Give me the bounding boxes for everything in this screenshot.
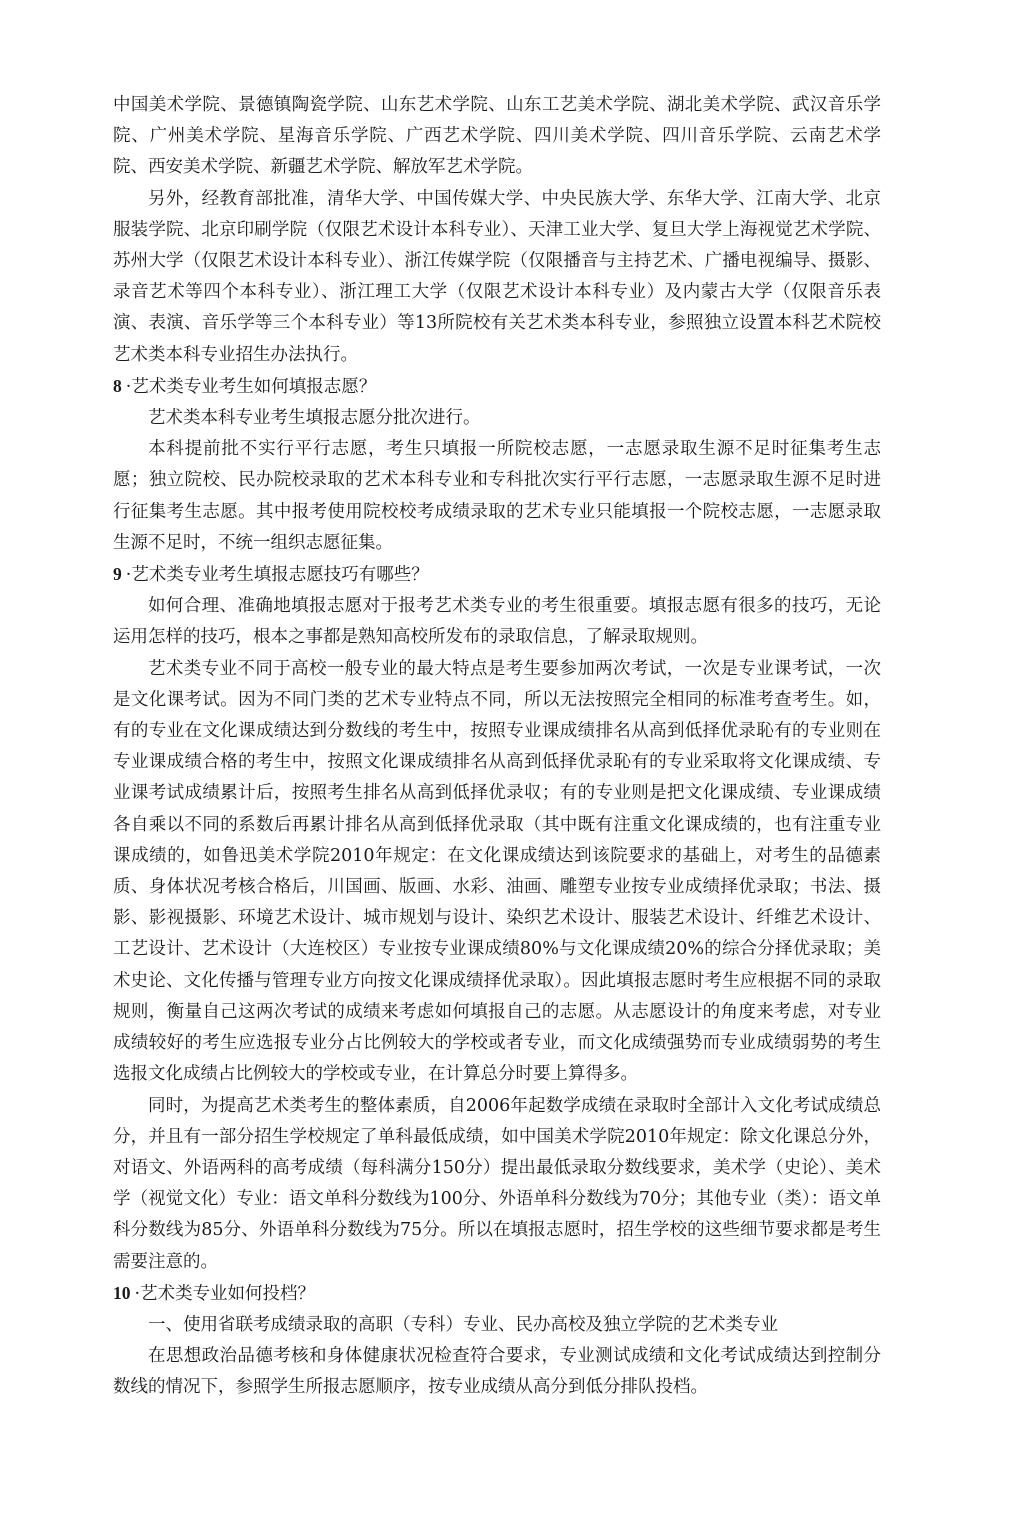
section-heading-10 [113,1278,881,1310]
section-title: ·艺术类专业如何投档？ [134,1283,316,1304]
section-title: ·艺术类专业考生填报志愿技巧有哪些？ [125,565,429,586]
section-number: 9 [113,564,122,585]
paragraph-minimum-scores: 同时，为提高艺术类考生的整体素质，自2006年起数学成绩在录取时全部计入文化考试成绩总分，并且有一部分招生学校规定了单科最低成绩，如中国美术学院2010年规定：除文化课总分外，对语文、外语两科的高考成绩（每科满分150分）提出最低录取分数线要求，美术学（史论）、美术学（视觉文化）专业：语文单科分数线为100分、外语单科分数线为70分；其他专业（类）：语文单科分数线为85分、外语单科分数线为75分。所以在填报志愿时，招生学校的这些细节要求都是考生需要注意的。 [113,1095,881,1272]
section-number: 10 [113,1282,131,1303]
section-number: 8 [113,375,122,396]
section-heading-8 [113,371,881,403]
paragraph-approved-universities: 另外，经教育部批准，清华大学、中国传媒大学、中央民族大学、东华大学、江南大学、北京服装学院、北京印刷学院（仅限艺术设计本科专业）、天津工业大学、复旦大学上海视觉艺术学院、苏州大学（仅限艺术设计本科专业）、浙江传媒学院（仅限播音与主持艺术、广播电视编导、摄影、录音艺术等四个本科专业）、浙江理工大学（仅限艺术设计本科专业）及内蒙古大学（仅限音乐表演、表演、音乐学等三个本科专业）等13所院校有关艺术类本科专业，参照独立设置本科艺术院校艺术类本科专业招生办法执行。 [113,188,881,365]
section-title: ·艺术类专业考生如何填报志愿？ [125,376,377,397]
section-heading-9 [113,559,881,591]
paragraph-provincial-exam: 一、使用省联考成绩录取的高职（专科）专业、民办高校及独立学院的艺术类专业 [148,1314,778,1335]
paragraph-parallel-volunteer: 本科提前批不实行平行志愿，考生只填报一所院校志愿，一志愿录取生源不足时征集考生志愿；独立院校、民办院校录取的艺术本科专业和专科批次实行平行志愿，一志愿录取生源不足时进行征集考生志愿。其中报考使用院校校考成绩录取的艺术专业只能填报一个院校志愿，一志愿录取生源不足时，不统一组织志愿征集。 [113,439,881,553]
document-page [113,90,881,1404]
paragraph-ranking-rule: 在思想政治品德考核和身体健康状况检查符合要求，专业测试成绩和文化考试成绩达到控制分数线的情况下，参照学生所报志愿顺序，按专业成绩从高分到低分排队投档。 [113,1346,881,1398]
paragraph-batch-filling: 艺术类本科专业考生填报志愿分批次进行。 [148,408,481,429]
paragraph-filling-skills: 如何合理、准确地填报志愿对于报考艺术类专业的考生很重要。填报志愿有很多的技巧，无论运用怎样的技巧，根本之事都是熟知高校所发布的录取信息，了解录取规则。 [113,596,881,648]
paragraph-two-exams: 艺术类专业不同于高校一般专业的最大特点是考生要参加两次考试，一次是专业课考试，一次是文化课考试。因为不同门类的艺术专业特点不同，所以无法按照完全相同的标准考查考生。如，有的专业在文化课成绩达到分数线的考生中，按照专业课成绩排名从高到低择优录恥有的专业则在专业课成绩合格的考生中，按照文化课成绩排名从高到低择优录恥有的专业采取将文化课成绩、专业课考试成绩累计后，按照考生排名从高到低择优录収；有的专业则是把文化课成绩、专业课成绩各自乘以不同的系数后再累计排名从高到低择优录取（其中既有注重文化课成绩的，也有注重专业课成绩的，如鲁迅美术学院2010年规定：在文化课成绩达到该院要求的基础上，对考生的品德素质、身体状况考核合格后，川国画、版画、水彩、油画、雕塑专业按专业成绩择优录取；书法、摄影、影视摄影、环境艺术设计、城市规划与设计、染织艺术设计、服装艺术设计、纤维艺术设计、工艺设计、艺术设计（大连校区）专业按专业课成绩80%与文化课成绩20%的综合分择优录取；美术史论、文化传播与管理专业方向按文化课成绩择优录取）。因此填报志愿时考生应根据不同的录取规则，衡量自己这两次考试的成绩来考虑如何填报自己的志愿。从志愿设计的角度来考虑，对专业成绩较好的考生应选报专业分占比例较大的学校或者专业，而文化成绩强势而专业成绩弱势的考生选报文化成绩占比例较大的学校或专业，在计算总分时要上算得多。 [113,658,881,1085]
paragraph-art-college-list: 中国美术学院、景德镇陶瓷学院、山东艺术学院、山东工艺美术学院、湖北美术学院、武汉音乐学院、广州美术学院、星海音乐学院、广西艺术学院、四川美术学院、四川音乐学院、云南艺术学院、西安美术学院、新疆艺术学院、解放军艺术学院。 [113,95,881,178]
